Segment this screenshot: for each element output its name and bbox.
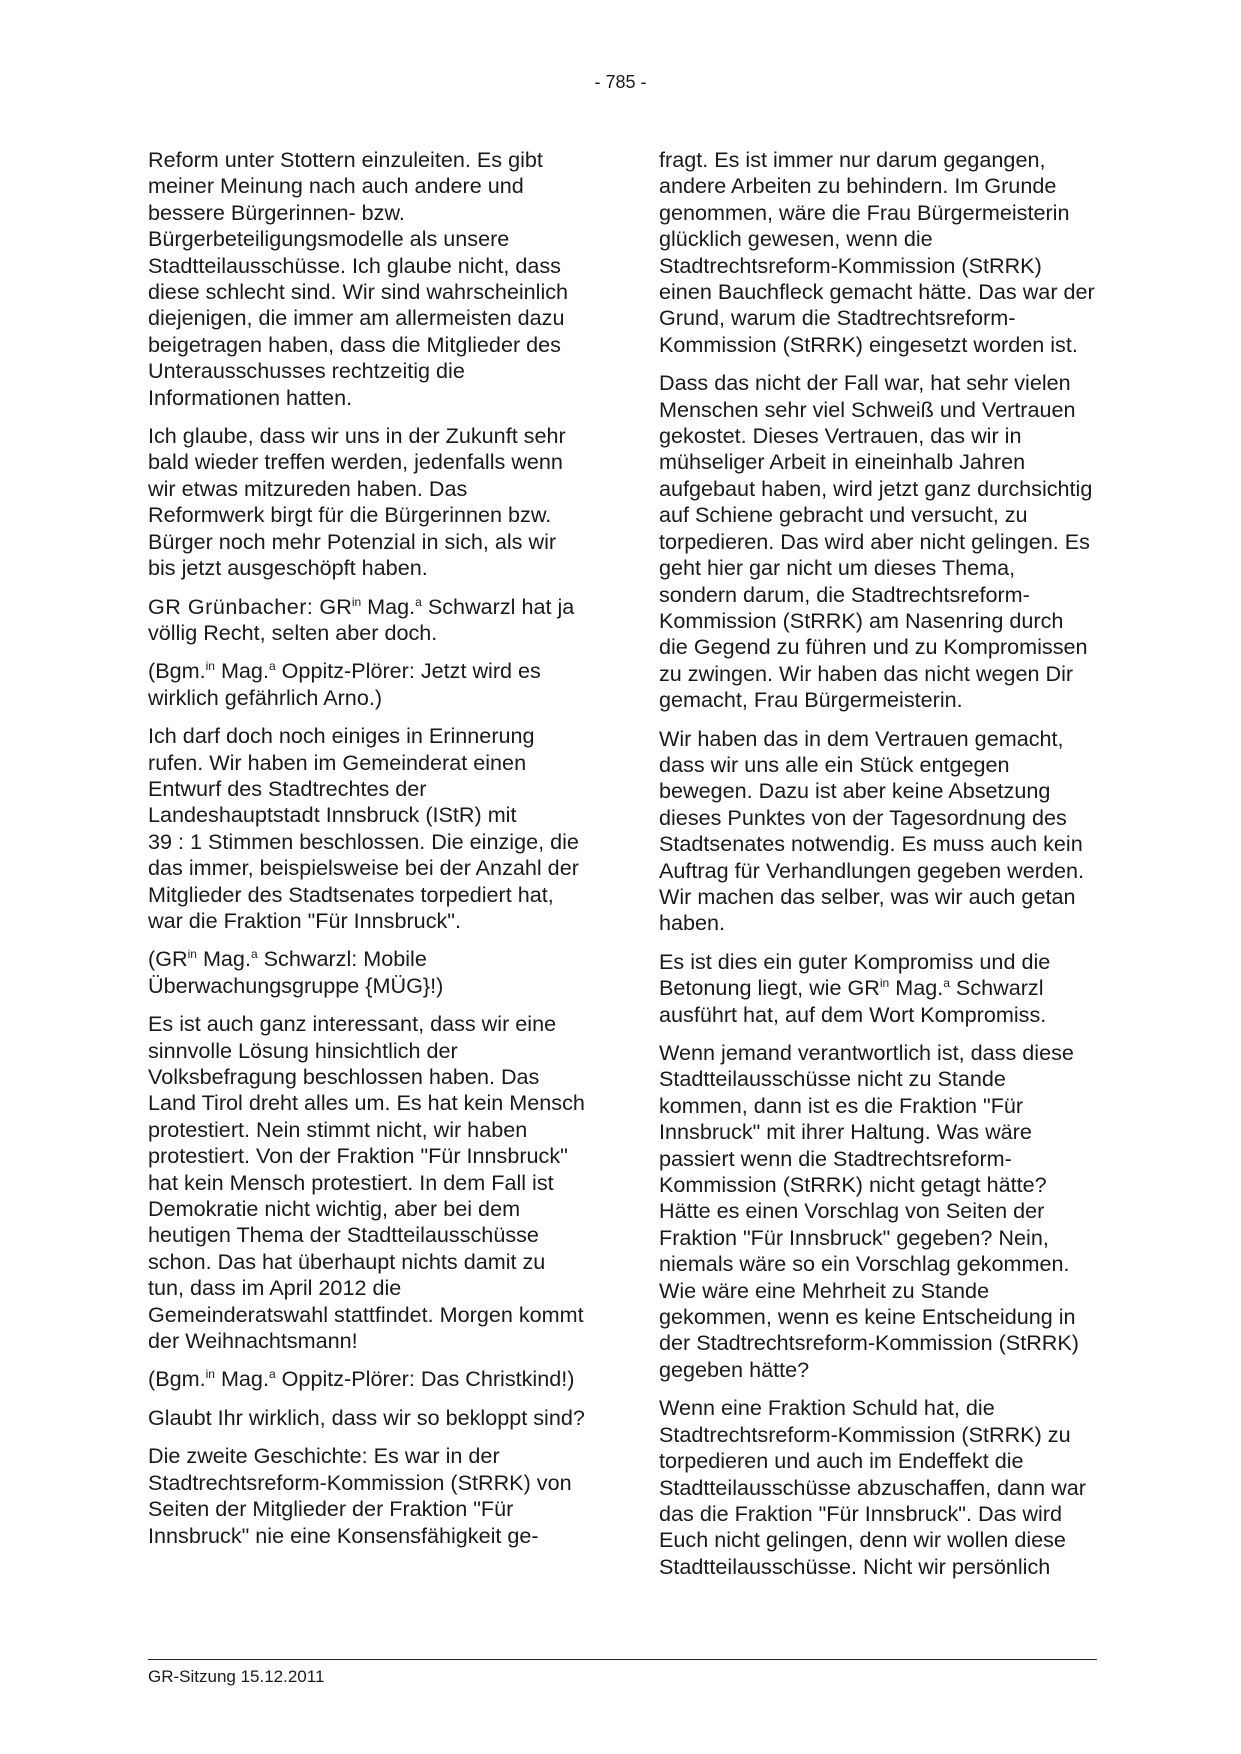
paragraph-line: 39 : 1 Stimmen beschlossen. Die einzige, die das immer, beispielsweise bei der Anzahl der Mitglieder des Stadtsenates torpediert hat, war die Fraktion "Für Innsbruck".: [148, 828, 579, 933]
paragraph: [659, 949, 1096, 1028]
interjection-open: (Bgm.: [148, 1366, 206, 1392]
title-mag: Mag.: [895, 975, 944, 1001]
title-mag: Mag.: [220, 658, 269, 684]
title-superscript: a: [268, 1367, 276, 1382]
paragraph: Ich glaube, dass wir uns in der Zukunft sehr bald wieder treffen werden, jedenfalls wenn wir etwas mitzureden haben. Das Reformwerk birgt für die Bürgerinnen bzw. Bürger noch mehr Potenzial in sich, als wir bis jetzt ausgeschöpft haben.: [148, 423, 566, 581]
interjection-open: (GR: [148, 946, 188, 972]
paragraph-line: Ich darf doch noch einiges in Erinnerung rufen. Wir haben im Gemeinderat einen Entwurf des Stadtrechtes der Landeshauptstadt Innsbruck (IStR) mit: [148, 723, 535, 828]
footer-divider: [148, 1659, 1097, 1660]
title-mag: Mag.: [202, 946, 251, 972]
paragraph: Glaubt Ihr wirklich, dass wir so bekloppt sind?: [148, 1404, 585, 1430]
title-superscript: in: [205, 659, 215, 674]
left-column: [148, 147, 585, 1561]
paragraph-text: Schwarzl ausführt hat, auf dem Wort Kompromiss.: [659, 975, 1047, 1027]
interjection-text: Oppitz-Plörer: Jetzt wird es wirklich gefährlich Arno.): [148, 658, 541, 710]
speech-entry: [148, 594, 585, 647]
page-number: - 785 -: [594, 72, 647, 92]
title-mag: Mag.: [367, 593, 416, 619]
speaker-name: GR Grünbacher:: [148, 593, 314, 619]
paragraph: Reform unter Stottern einzuleiten. Es gibt meiner Meinung nach auch andere und bessere Bürgerinnen- bzw. Bürgerbeteiligungsmodelle als unsere Stadtteilausschüsse. Ich glaube nicht, dass diese schlecht sind. Wir sind wahrscheinlich diejenigen, die immer am allermeisten dazu beigetragen haben, dass die Mitglieder des Unterausschusses rechtzeitig die Informationen hatten.: [148, 147, 569, 410]
paragraph: Es ist auch ganz interessant, dass wir eine sinnvolle Lösung hinsichtlich der Volksbefragung beschlossen haben. Das Land Tirol dreht alles um. Es hat kein Mensch protestiert. Nein stimmt nicht, wir haben protestiert. Von der Fraktion "Für Innsbruck" hat kein Mensch protestiert. In dem Fall ist Demokratie nicht wichtig, aber bei dem heutigen Thema der Stadtteilausschüsse schon. Das hat überhaupt nichts damit zu tun, dass im April 2012 die Gemeinderatswahl stattfindet. Morgen kommt der Weihnachtsmann!: [148, 1011, 585, 1354]
paragraph: [148, 723, 585, 934]
title-superscript: in: [205, 1367, 215, 1382]
speech-text: Schwarzl hat ja völlig Recht, selten aber doch.: [148, 593, 575, 645]
right-column: [659, 147, 1096, 1592]
paragraph: Wir haben das in dem Vertrauen gemacht, dass wir uns alle ein Stück entgegen bewegen. Dazu ist aber keine Absetzung dieses Punktes von der Tagesordnung des Stadtsenates notwendig. Es muss auch kein Auftrag für Verhandlungen gegeben werden. Wir machen das selber, was wir auch getan haben.: [659, 725, 1085, 936]
title-superscript: a: [415, 594, 422, 609]
paragraph-text: Es ist dies ein guter Kompromiss und die Betonung liegt, wie: [659, 948, 1051, 1001]
interjection: [148, 658, 585, 711]
paragraph: Dass das nicht der Fall war, hat sehr vielen Menschen sehr viel Schweiß und Vertrauen gekostet. Dieses Vertrauen, das wir in mühseliger Arbeit in eineinhalb Jahren aufgebaut haben, wird jetzt ganz durchsichtig auf Schiene gebracht und versucht, zu torpedieren. Das wird aber nicht gelingen. Es geht hier gar nicht um dieses Thema, sondern darum, die Stadtrechtsreform-Kommission (StRRK) am Nasenring durch die Gegend zu führen und zu Kompromissen zu zwingen. Wir haben das nicht wegen Dir gemacht, Frau Bürgermeisterin.: [659, 370, 1093, 713]
paragraph: fragt. Es ist immer nur darum gegangen, andere Arbeiten zu behindern. Im Grunde genommen, wäre die Frau Bürgermeisterin glücklich gewesen, wenn die Stadtrechtsreform-Kommission (StRRK) einen Bauchfleck gemacht hätte. Das war der Grund, warum die Stadtrechtsreform-Kommission (StRRK) eingesetzt worden ist.: [659, 147, 1095, 357]
title-superscript: a: [943, 976, 950, 991]
title-superscript: a: [250, 947, 258, 962]
paragraph: Wenn eine Fraktion Schuld hat, die Stadtrechtsreform-Kommission (StRRK) zu torpedieren und auch im Endeffekt die Stadtteilausschüsse abzuschaffen, dann war das die Fraktion "Für Innsbruck". Das wird Euch nicht gelingen, denn wir wollen diese Stadtteilausschüsse. Nicht wir persönlich: [659, 1395, 1086, 1579]
title-superscript: in: [879, 976, 890, 991]
title-superscript: in: [351, 594, 362, 609]
interjection-text: Oppitz-Plörer: Das Christkind!): [281, 1366, 575, 1392]
interjection-open: (Bgm.: [148, 658, 206, 684]
interjection: [148, 1366, 585, 1392]
title-superscript: a: [268, 659, 276, 674]
title-superscript: in: [187, 947, 197, 962]
title-gr: GR: [319, 593, 352, 619]
title-gr: GR: [847, 975, 880, 1001]
paragraph: Die zweite Geschichte: Es war in der Stadtrechtsreform-Kommission (StRRK) von Seiten der Mitglieder der Fraktion "Für Innsbruck" nie eine Konsensfähigkeit ge-: [148, 1443, 572, 1548]
paragraph: Wenn jemand verantwortlich ist, dass diese Stadtteilausschüsse nicht zu Stande kommen, dann ist es die Fraktion "Für Innsbruck" mit ihrer Haltung. Was wäre passiert wenn die Stadtrechtsreform-Kommission (StRRK) nicht getagt hätte? Hätte es einen Vorschlag von Seiten der Fraktion "Für Innsbruck" gegeben? Nein, niemals wäre so ein Vorschlag gekommen. Wie wäre eine Mehrheit zu Stande gekommen, wenn es keine Entscheidung in der Stadtrechtsreform-Kommission (StRRK) gegeben hätte?: [659, 1040, 1079, 1382]
title-mag: Mag.: [220, 1366, 269, 1392]
interjection-text: Schwarzl: Mobile Überwachungsgruppe {MÜG}!): [148, 946, 444, 998]
footer-session-label: GR-Sitzung 15.12.2011: [148, 1667, 325, 1686]
interjection: [148, 946, 585, 999]
